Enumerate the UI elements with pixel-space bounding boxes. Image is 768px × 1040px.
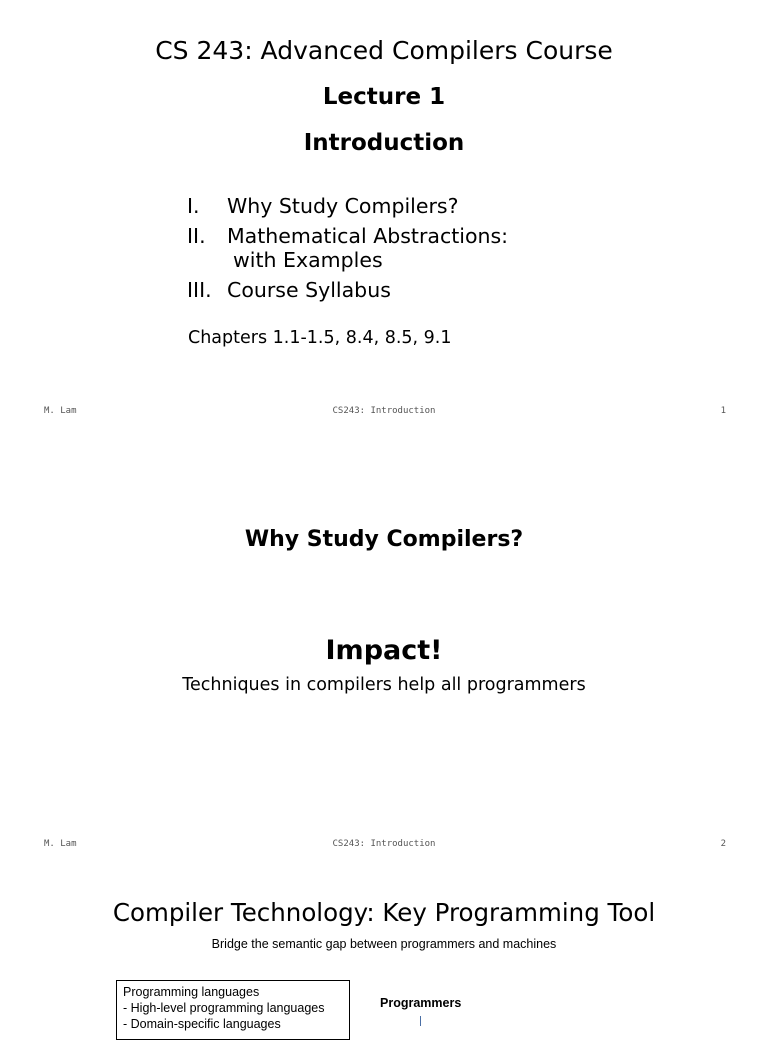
slide1-chapters: Chapters 1.1-1.5, 8.4, 8.5, 9.1 xyxy=(188,328,452,348)
outline-text: Course Syllabus xyxy=(227,278,391,302)
slide2-impact: Impact! xyxy=(325,635,443,666)
slide2-footer-page: 2 xyxy=(720,839,726,849)
slide1-lecture-number: Lecture 1 xyxy=(322,84,446,110)
slide1-subtitle: Introduction xyxy=(303,130,465,156)
slide1-footer-author: M. Lam xyxy=(44,406,77,416)
box-heading: Programming languages xyxy=(123,985,260,999)
outline-text: Mathematical Abstractions: xyxy=(227,224,509,248)
slide1-title: CS 243: Advanced Compilers Course xyxy=(155,36,613,65)
slide2-footer-course: CS243: Introduction xyxy=(332,839,436,849)
slide3-subtitle: Bridge the semantic gap between programmers and machines xyxy=(211,937,557,951)
outline-subtext: with Examples xyxy=(233,248,383,272)
outline-number: III. xyxy=(187,278,212,302)
slide3-title: Compiler Technology: Key Programming Tool xyxy=(112,898,656,927)
programmers-label: Programmers xyxy=(380,996,462,1010)
outline-text: Why Study Compilers? xyxy=(227,194,459,218)
slide2-subtext: Techniques in compilers help all programmers xyxy=(182,675,586,695)
box-item: - High-level programming languages xyxy=(123,1001,325,1015)
programming-languages-box xyxy=(116,980,350,1040)
slide1-footer-course: CS243: Introduction xyxy=(332,406,436,416)
diagram-connector-line xyxy=(420,1016,421,1026)
outline-number: I. xyxy=(187,194,200,218)
slide1-footer-page: 1 xyxy=(720,406,726,416)
slide2-heading: Why Study Compilers? xyxy=(244,527,524,552)
outline-number: II. xyxy=(187,224,206,248)
box-item: - Domain-specific languages xyxy=(123,1017,281,1031)
slide2-footer-author: M. Lam xyxy=(44,839,77,849)
